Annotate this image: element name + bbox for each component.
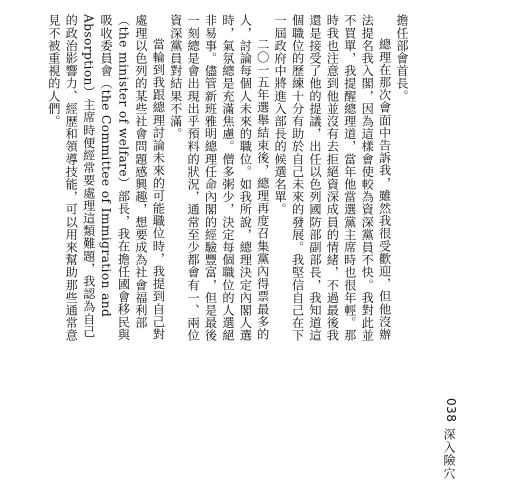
chapter-title: 深入險穴 [442,428,456,481]
running-head [441,398,458,480]
paragraph-2: 總理在那次會面中告訴我，雖然我很受歡迎，但他沒辦法提名我入閣，因為這樣會使較為資深黨員不快。我對此並不買單，我提醒總理道，當年他當選黨主席時也很年輕。那時我也注意到他並沒有去拒絕資深成員的情緒，不過最後我還是接受了他的提議，出任以色列國防部副部長，我知道這個職位的歷練十分有助於自己未來的發展。我堅信自己在下一屆政府中將進入部長的候選名單。 [273,14,392,342]
paragraph-4: 當輪到我跟總理討論未來的可能職位時，我提到自己對處理以色列的某些社會問題感興趣，想要成為社會福利部（the minister of welfare）部長，我在擔任國會移民與吸收委員會（the Committee of Immigration and Absorption）主席時便經常要處理這類難題，我認為自己的政治影響力、經歷和領導技能，可以用來幫助那些通常意見不被重視的人們。 [46,14,166,342]
paragraph-3: 二〇一五年選舉結束後，總理再度召集黨內得票最多的人，討論每個人未來的職位。如我所說，總理決定內閣人選時，氣氛總是充滿焦慮。僧多粥少，決定每個職位的人選絕非易事。儘管新班雅明總理任命內閣的經驗豐富，但是最後一刻總是會出現出乎預料的狀況，通常至少都會有一、兩位資深黨員對結果不滿。 [168,14,270,342]
page-number: 038 [444,398,458,423]
body-text [44,14,410,342]
paragraph-1: 擔任部會首長。 [395,14,409,103]
